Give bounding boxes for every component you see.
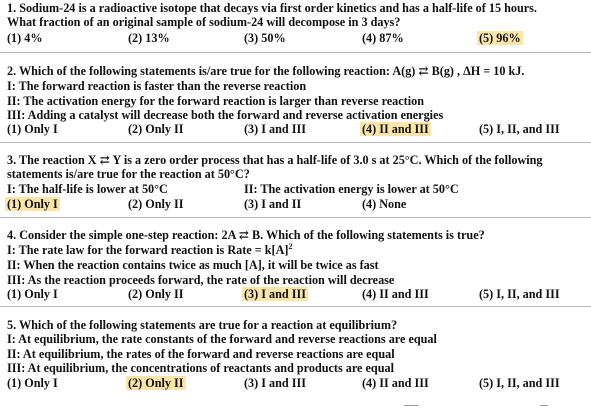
q1-option-5-answer: (5) 96%: [479, 31, 521, 45]
q2-option-2: (2) Only II: [128, 122, 184, 136]
q3-stem-line2: statements is/are true for the reaction at 50°C?: [7, 167, 250, 181]
q5-statement-2: II: At equilibrium, the rates of the forward and reverse reactions are equal: [7, 347, 395, 361]
q5-option-1: (1) Only I: [7, 376, 58, 390]
q5-statement-3: III: At equilibrium, the concentrations of reactants and products are equal: [7, 361, 394, 375]
q5-option-2-answer: (2) Only II: [128, 376, 184, 390]
q2-option-5: (5) I, II, and III: [479, 122, 560, 136]
q4-stem-line1: 4. Consider the simple one-step reaction: 2A ⇄ B. Which of the following statements is true?: [7, 228, 485, 242]
divider: [0, 142, 591, 143]
cut-off-mark: [540, 405, 548, 406]
q5-option-4: (4) II and III: [362, 376, 429, 390]
q1-option-4: (4) 87%: [362, 31, 404, 45]
q5-stem-line1: 5. Which of the following statements are true for a reaction at equilibrium?: [7, 318, 398, 332]
q2-option-1: (1) Only I: [7, 122, 58, 136]
q3-option-4: (4) None: [362, 197, 407, 211]
q2-stem-line1: 2. Which of the following statements is/are true for the following reaction: A(g) ⇄ B(g) , ΔH = 10 kJ.: [7, 64, 525, 78]
q4-statement-3: III: As the reaction proceeds forward, the rate of the reaction will decrease: [7, 273, 395, 287]
divider: [0, 306, 591, 307]
q4-option-4: (4) II and III: [362, 287, 429, 301]
q2-option-4-answer: (4) II and III: [362, 122, 429, 136]
q2-option-3: (3) I and III: [244, 122, 306, 136]
q3-statement-1: I: The half-life is lower at 50°C: [7, 182, 168, 196]
q4-exponent: 2: [288, 241, 293, 251]
q5-option-3: (3) I and III: [244, 376, 306, 390]
q4-statement-2: II: When the reaction contains twice as much [A], it will be twice as fast: [7, 258, 379, 272]
q4-statement-1: [7, 243, 292, 257]
q4-option-2: (2) Only II: [128, 287, 184, 301]
q1-option-1: (1) 4%: [7, 31, 43, 45]
q4-option-5: (5) I, II, and III: [479, 287, 560, 301]
q5-statement-1: I: At equilibrium, the rate constants of the forward and reverse reactions are equal: [7, 332, 437, 346]
q3-stem-line1: 3. The reaction X ⇄ Y is a zero order process that has a half-life of 3.0 s at 25°C. Which of the following: [7, 153, 543, 167]
q1-option-2: (2) 13%: [128, 31, 170, 45]
q2-statement-1: I: The forward reaction is faster than the reverse reaction: [7, 79, 307, 93]
q2-statement-2: II: The activation energy for the forward reaction is larger than reverse reaction: [7, 94, 424, 108]
q1-stem-line1: 1. Sodium-24 is a radioactive isotope that decays via first order kinetics and has a half-life of 15 hours.: [7, 1, 537, 15]
q2-statement-3: III: Adding a catalyst will decrease both the forward and reverse activation energies: [7, 108, 444, 122]
q4-option-3-answer: (3) I and III: [244, 287, 306, 301]
q4-option-1: (1) Only I: [7, 287, 58, 301]
cut-off-mark: [404, 405, 418, 406]
divider: [0, 52, 591, 53]
q3-option-2: (2) Only II: [128, 197, 184, 211]
q3-statement-2: II: The activation energy is lower at 50°C: [244, 182, 459, 196]
q3-option-1-answer: (1) Only I: [7, 197, 58, 211]
divider: [0, 217, 591, 218]
q1-option-3: (3) 50%: [244, 31, 286, 45]
q4-statement-1-text: I: The rate law for the forward reaction is Rate = k[A]: [7, 243, 289, 257]
q3-option-3: (3) I and II: [244, 197, 302, 211]
q1-stem-line2: What fraction of an original sample of sodium-24 will decompose in 3 days?: [7, 15, 401, 29]
q5-option-5: (5) I, II, and III: [479, 376, 560, 390]
